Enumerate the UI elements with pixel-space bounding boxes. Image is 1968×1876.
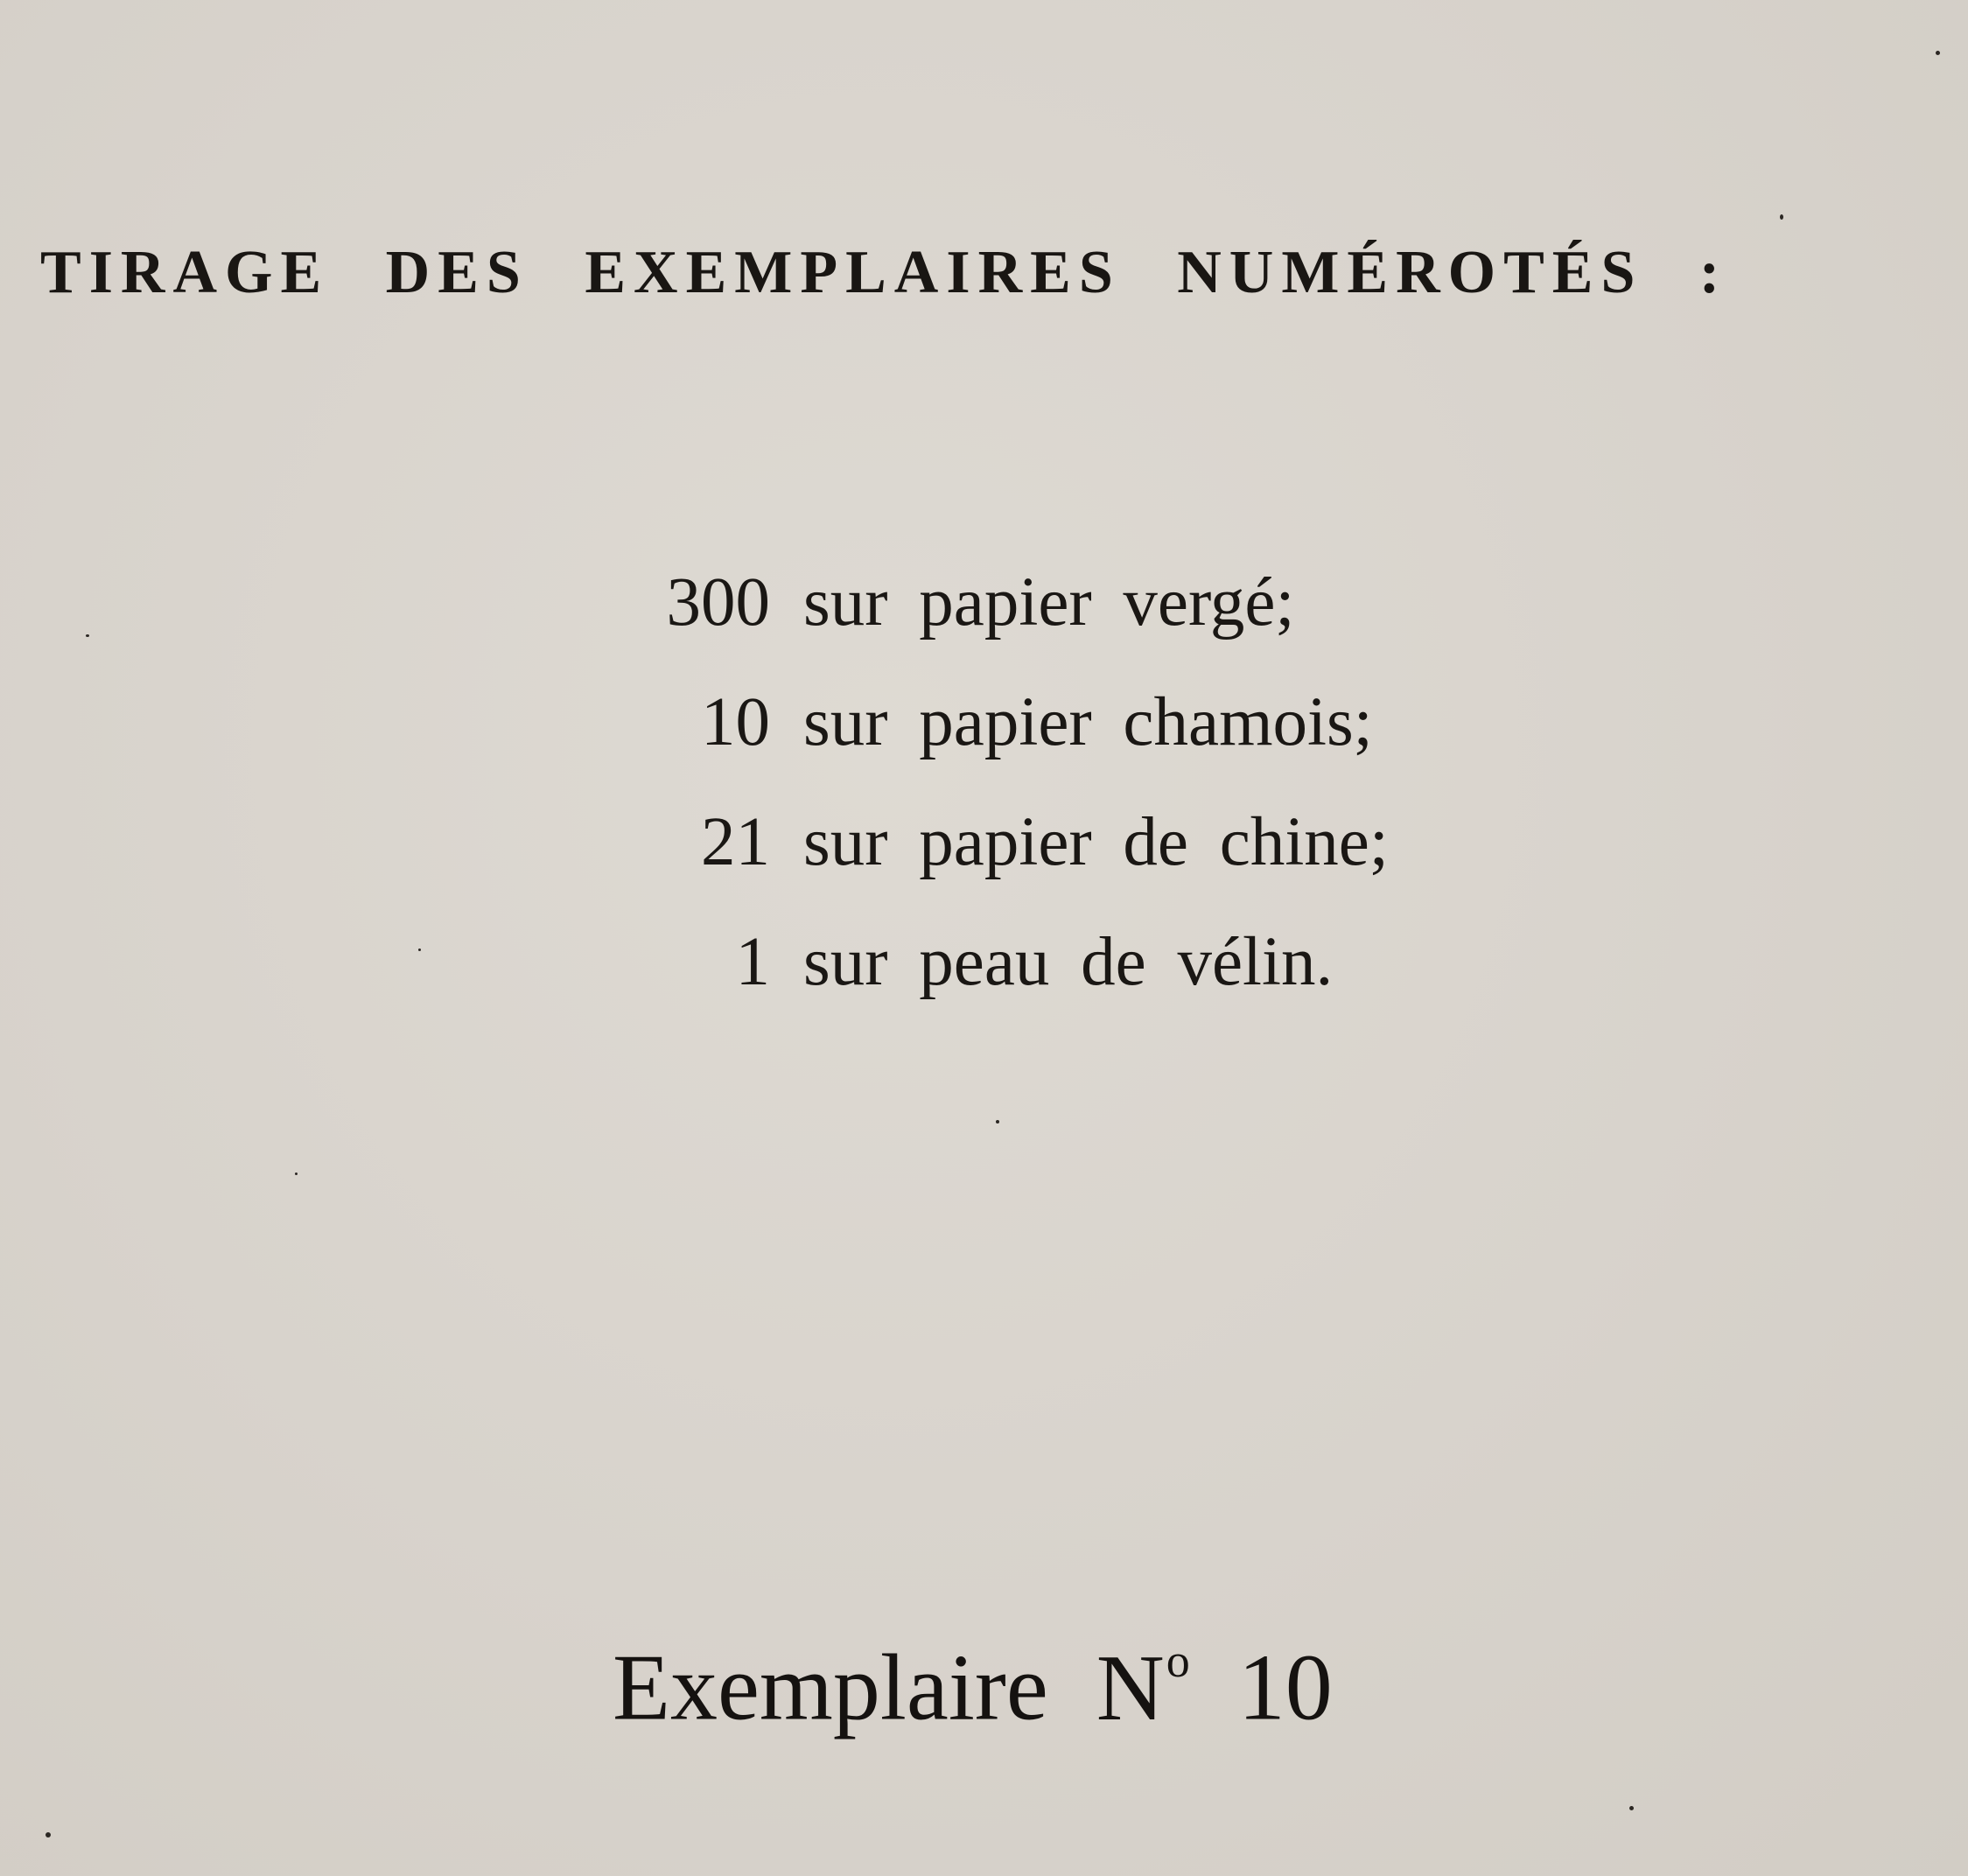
paper-speck [1629, 1806, 1634, 1810]
paper-speck [996, 1120, 999, 1124]
edition-list [613, 542, 1389, 1022]
paper-speck [1936, 51, 1940, 55]
paper-speck [418, 948, 421, 951]
edition-paper: sur papier de chine; [803, 804, 1389, 880]
edition-line-chine [613, 782, 1389, 902]
print-run-heading: TIRAGE DES EXEMPLAIRES NUMÉROTÉS : [40, 239, 1728, 306]
edition-line-verge [613, 542, 1389, 662]
paper-speck [46, 1832, 51, 1838]
copy-number-line [613, 1600, 1333, 1750]
edition-paper: sur peau de vélin. [803, 924, 1334, 1000]
paper-speck [295, 1172, 298, 1175]
paper-speck [86, 634, 89, 637]
edition-line-velin [613, 902, 1389, 1022]
copy-number: 10 [1237, 1635, 1333, 1740]
edition-paper: sur papier chamois; [803, 684, 1373, 760]
copy-label: Exemplaire [613, 1635, 1048, 1740]
edition-line-chamois [613, 662, 1389, 782]
number-sign: $N^o$ [1096, 1634, 1190, 1740]
edition-count: 10 [701, 684, 770, 760]
edition-count: 1 [735, 924, 770, 1000]
number-sign-superscript: o [1166, 1634, 1190, 1687]
edition-count: 21 [701, 804, 770, 880]
edition-count: 300 [666, 564, 770, 640]
edition-paper: sur papier vergé; [803, 564, 1295, 640]
paper-speck [1780, 214, 1783, 220]
